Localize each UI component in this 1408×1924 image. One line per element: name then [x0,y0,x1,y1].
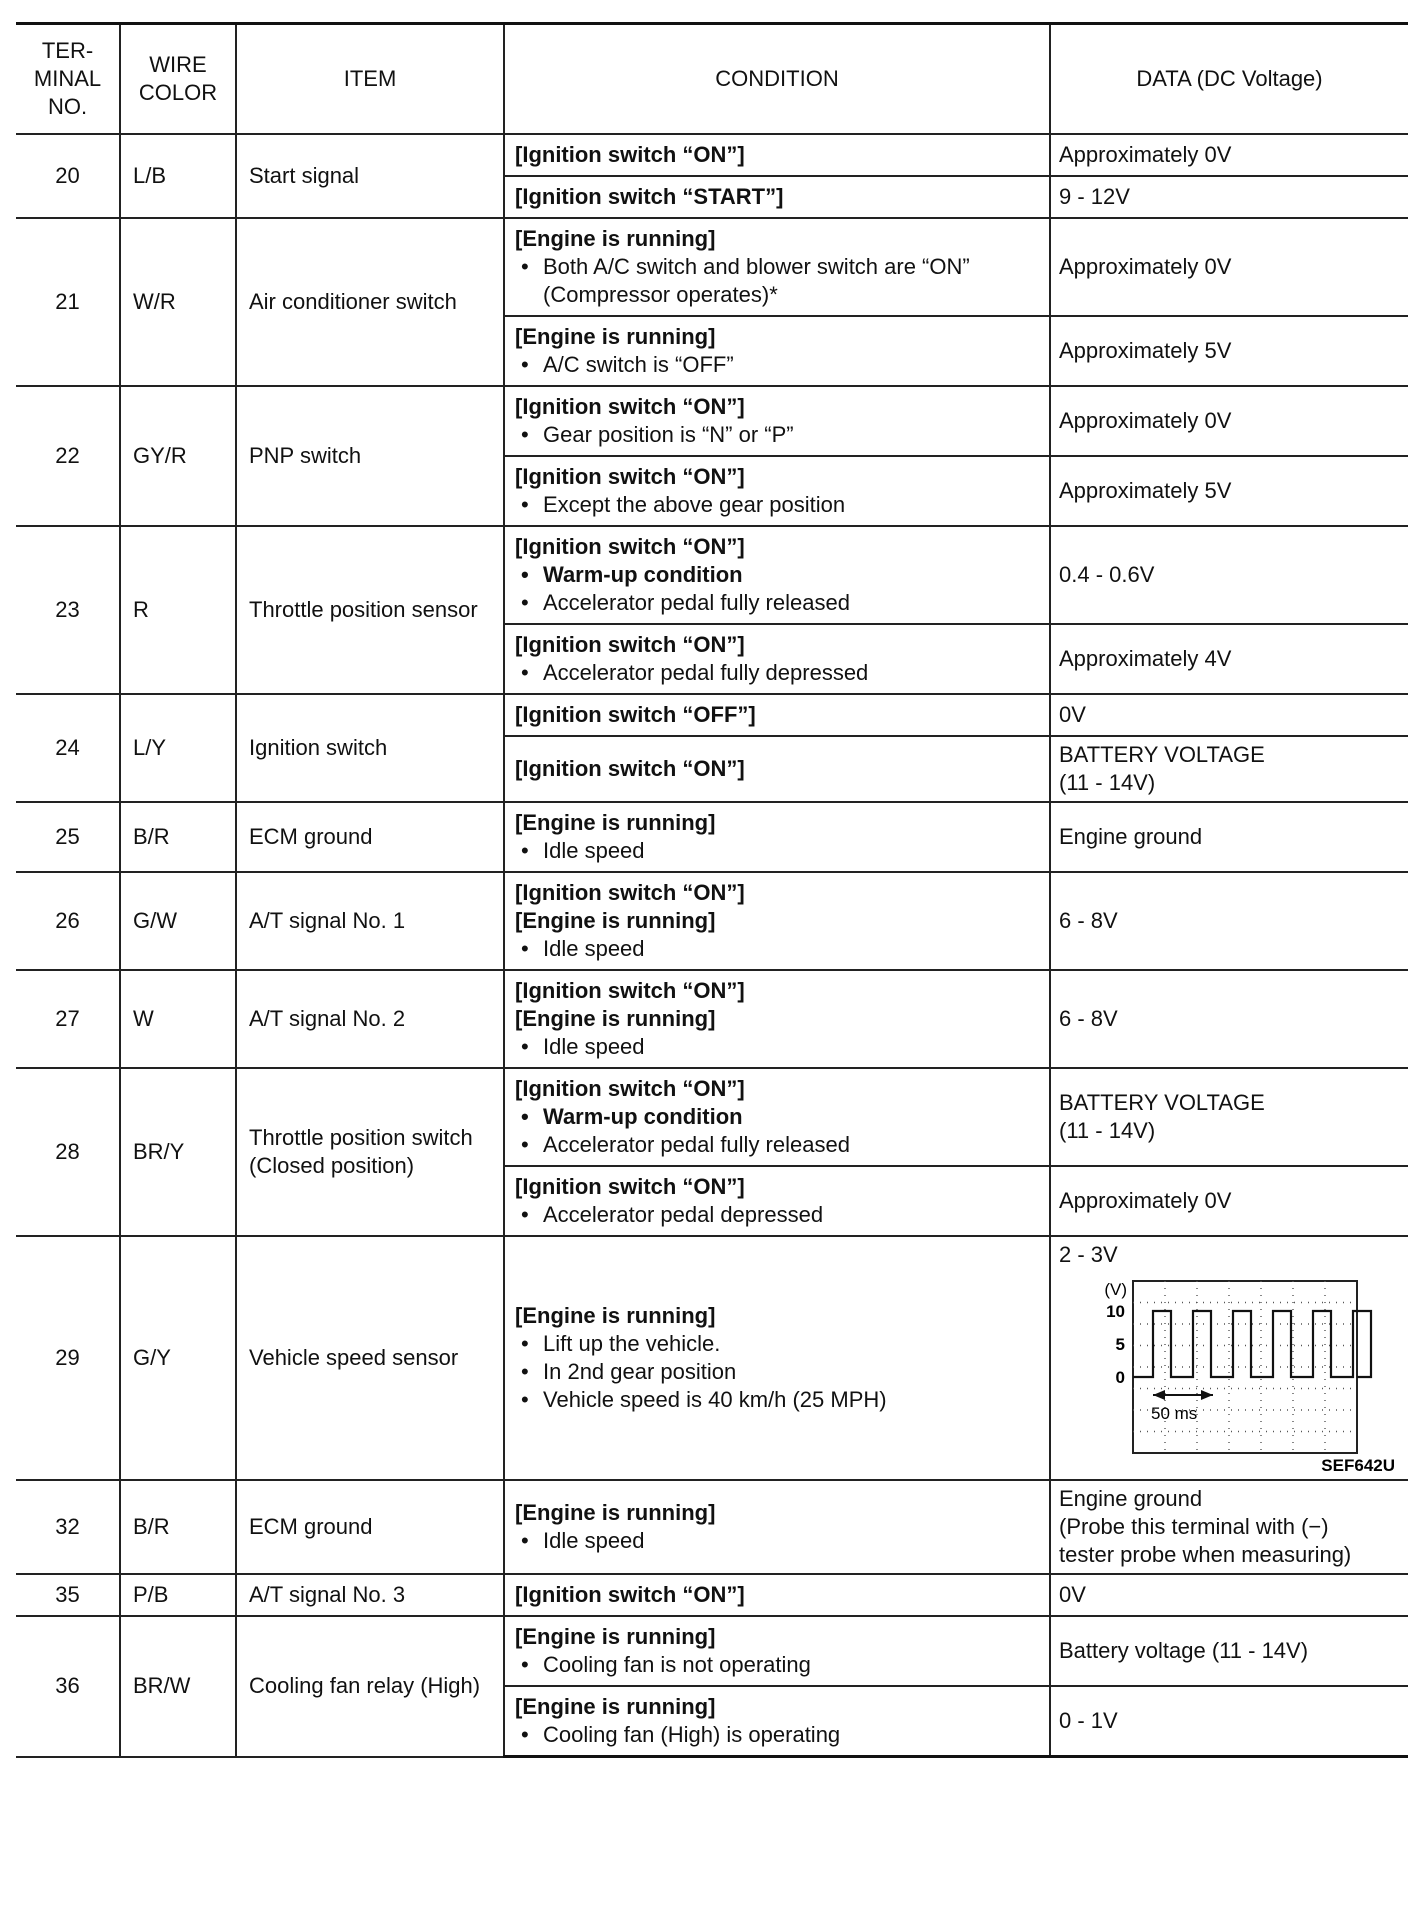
condition-cell [504,526,1050,624]
condition-heading: [Ignition switch “ON”] [515,1582,745,1607]
condition-heading: [Ignition switch “ON”] [515,1076,745,1101]
item-line: Throttle position sensor [249,597,478,622]
waveform-period-label: 50 ms [1151,1404,1198,1423]
condition-bullet: • Warm-up condition [515,561,1041,589]
waveform-tick-label: 5 [1115,1335,1125,1354]
condition-heading: [Ignition switch “ON”] [515,978,745,1003]
condition-cell [504,134,1050,176]
waveform-chart [1059,1269,1399,1475]
condition-bullet: • Cooling fan (High) is operating [515,1721,1041,1749]
condition-bullet: • Cooling fan is not operating [515,1651,1041,1679]
item-line: (Closed position) [249,1153,415,1178]
condition-bullet: • Lift up the vehicle. [515,1330,1041,1358]
data-value: Engine ground [1059,824,1203,849]
data-value: 0 - 1V [1059,1708,1118,1733]
data-cell [1050,1480,1408,1574]
header-terminal-line: NO. [47,94,88,119]
condition-bullet: • Accelerator pedal fully released [515,589,1041,617]
waveform-tick-label: 10 [1106,1302,1125,1321]
condition-bullet: • Except the above gear position [515,491,1041,519]
data-value: BATTERY VOLTAGE [1059,742,1265,767]
ecm-terminal-table [16,22,1408,1758]
condition-heading: [Engine is running] [515,1500,716,1525]
condition-heading: [Ignition switch “START”] [515,184,784,209]
item-name [236,872,504,970]
data-cell [1050,386,1408,456]
waveform-arrowhead [1153,1390,1165,1400]
condition-cell [504,1574,1050,1616]
table-row [16,218,1408,316]
wire-color: G/Y [120,1236,236,1480]
item-line: Throttle position switch [249,1125,473,1150]
wire-color: W [120,970,236,1068]
data-cell [1050,970,1408,1068]
data-value: 2 - 3V [1059,1242,1118,1267]
terminal-number: 28 [16,1068,120,1236]
data-cell [1050,456,1408,526]
condition-bullet: • In 2nd gear position [515,1358,1041,1386]
data-value: Approximately 4V [1059,646,1232,671]
wire-color: L/Y [120,694,236,802]
item-line: Ignition switch [249,735,388,760]
item-name [236,1068,504,1236]
data-value: 6 - 8V [1059,908,1118,933]
condition-cell [504,1480,1050,1574]
data-value: 9 - 12V [1059,184,1130,209]
condition-cell [504,970,1050,1068]
item-line: A/T signal No. 1 [249,908,406,933]
condition-cell [504,218,1050,316]
terminal-number: 36 [16,1616,120,1757]
item-name [236,386,504,526]
item-name [236,1574,504,1616]
item-name [236,802,504,872]
header-item: ITEM [236,24,504,135]
data-value: Approximately 0V [1059,408,1232,433]
data-cell [1050,1574,1408,1616]
terminal-number: 20 [16,134,120,218]
data-cell [1050,1686,1408,1757]
data-value: BATTERY VOLTAGE [1059,1090,1265,1115]
data-cell [1050,872,1408,970]
data-cell [1050,134,1408,176]
table-row [16,872,1408,970]
item-name [236,134,504,218]
condition-cell [504,316,1050,386]
condition-bullet: • Idle speed [515,1527,1041,1555]
header-wire-color [120,24,236,135]
condition-note: (Compressor operates)* [543,282,778,307]
data-value: Approximately 5V [1059,338,1232,363]
condition-heading: [Engine is running] [515,1624,716,1649]
wire-color: R [120,526,236,694]
waveform-tick-label: 0 [1115,1368,1125,1387]
condition-heading: [Engine is running] [515,1006,716,1031]
wire-color: BR/Y [120,1068,236,1236]
header-wire-line: COLOR [138,80,218,105]
condition-cell [504,872,1050,970]
data-value: 0V [1059,702,1086,727]
item-line: PNP switch [249,443,362,468]
terminal-number: 26 [16,872,120,970]
data-value: 0.4 - 0.6V [1059,562,1155,587]
data-value: Engine ground [1059,1486,1203,1511]
item-line: A/T signal No. 3 [249,1582,406,1607]
condition-heading: [Ignition switch “ON”] [515,880,745,905]
table-row [16,970,1408,1068]
condition-heading: [Ignition switch “ON”] [515,142,745,167]
data-cell [1050,526,1408,624]
item-name [236,218,504,386]
item-name [236,1236,504,1480]
item-line: ECM ground [249,1514,373,1539]
item-name [236,1616,504,1757]
terminal-number: 22 [16,386,120,526]
condition-cell [504,736,1050,802]
table-row [16,1616,1408,1686]
condition-heading: [Engine is running] [515,908,716,933]
terminal-number: 35 [16,1574,120,1616]
wire-color: B/R [120,802,236,872]
condition-bullet: • Idle speed [515,837,1041,865]
condition-heading: [Ignition switch “ON”] [515,534,745,559]
item-line: A/T signal No. 2 [249,1006,406,1031]
table-row [16,386,1408,456]
header-data: DATA (DC Voltage) [1050,24,1408,135]
item-line: Air conditioner switch [249,289,457,314]
data-value: Approximately 0V [1059,1188,1232,1213]
condition-heading: [Ignition switch “ON”] [515,464,745,489]
data-value: (11 - 14V) [1059,1118,1156,1143]
condition-cell [504,624,1050,694]
table-row [16,1574,1408,1616]
terminal-number: 21 [16,218,120,386]
data-value: tester probe when measuring) [1059,1542,1352,1567]
wire-color: W/R [120,218,236,386]
item-name [236,1480,504,1574]
terminal-number: 29 [16,1236,120,1480]
condition-cell [504,1686,1050,1757]
data-value: 0V [1059,1582,1086,1607]
data-cell [1050,694,1408,736]
condition-heading: [Ignition switch “OFF”] [515,702,756,727]
table-row [16,134,1408,176]
condition-cell [504,456,1050,526]
data-value: Approximately 0V [1059,254,1232,279]
table-row [16,1068,1408,1166]
condition-bullet: • Both A/C switch and blower switch are “ON” [515,253,1041,281]
item-line: Start signal [249,163,360,188]
item-line: Cooling fan relay (High) [249,1673,481,1699]
condition-cell [504,386,1050,456]
wire-color: L/B [120,134,236,218]
terminal-number: 27 [16,970,120,1068]
condition-heading: [Engine is running] [515,226,716,251]
data-value: Approximately 5V [1059,478,1232,503]
table-row [16,694,1408,736]
condition-bullet: • A/C switch is “OFF” [515,351,1041,379]
item-line: ECM ground [249,824,373,849]
condition-heading: [Ignition switch “ON”] [515,632,745,657]
condition-bullet: • Gear position is “N” or “P” [515,421,1041,449]
condition-heading: [Engine is running] [515,324,716,349]
condition-bullet: • Accelerator pedal depressed [515,1201,1041,1229]
data-cell [1050,736,1408,802]
table-row [16,1480,1408,1574]
data-cell [1050,1166,1408,1236]
terminal-number: 25 [16,802,120,872]
condition-bullet: • Accelerator pedal fully depressed [515,659,1041,687]
condition-heading: [Ignition switch “ON”] [515,756,745,781]
item-line: Vehicle speed sensor [249,1345,459,1370]
condition-heading: [Engine is running] [515,810,716,835]
item-name [236,694,504,802]
figure-code: SEF642U [1321,1456,1395,1475]
data-cell [1050,316,1408,386]
condition-cell [504,694,1050,736]
item-name [236,526,504,694]
header-terminal-line: MINAL [33,66,102,91]
table-row [16,802,1408,872]
table-row [16,1236,1408,1480]
header-terminal [16,24,120,135]
waveform-figure [1059,1269,1400,1475]
data-cell [1050,176,1408,218]
data-value: Approximately 0V [1059,142,1232,167]
terminal-number: 32 [16,1480,120,1574]
wire-color: P/B [120,1574,236,1616]
condition-cell [504,1068,1050,1166]
condition-cell [504,802,1050,872]
condition-cell [504,1166,1050,1236]
header-condition: CONDITION [504,24,1050,135]
header-wire-line: WIRE [149,52,207,77]
condition-cell [504,1236,1050,1480]
waveform-unit-label: (V) [1104,1280,1127,1299]
condition-heading: [Engine is running] [515,1694,716,1719]
data-cell [1050,218,1408,316]
condition-bullet: • Idle speed [515,935,1041,963]
wire-color: BR/W [120,1616,236,1757]
data-cell [1050,1068,1408,1166]
data-cell [1050,624,1408,694]
wire-color: G/W [120,872,236,970]
condition-bullet: • Warm-up condition [515,1103,1041,1131]
header-row [16,24,1408,135]
condition-cell [504,176,1050,218]
condition-heading: [Engine is running] [515,1303,716,1328]
condition-bullet: • Vehicle speed is 40 km/h (25 MPH) [515,1386,1041,1414]
data-value: (11 - 14V) [1059,770,1156,795]
condition-cell [504,1616,1050,1686]
wire-color: GY/R [120,386,236,526]
header-terminal-line: TER- [41,38,94,63]
data-cell [1050,1236,1408,1480]
data-value: (Probe this terminal with (−) [1059,1514,1329,1539]
data-cell [1050,1616,1408,1686]
terminal-number: 23 [16,526,120,694]
wire-color: B/R [120,1480,236,1574]
terminal-number: 24 [16,694,120,802]
waveform-arrowhead [1201,1390,1213,1400]
condition-bullet: • Idle speed [515,1033,1041,1061]
data-cell [1050,802,1408,872]
item-name [236,970,504,1068]
condition-heading: [Ignition switch “ON”] [515,1174,745,1199]
data-value: Battery voltage (11 - 14V) [1059,1638,1309,1663]
condition-bullet: • Accelerator pedal fully released [515,1131,1041,1159]
table-row [16,526,1408,624]
data-value: 6 - 8V [1059,1006,1118,1031]
condition-heading: [Ignition switch “ON”] [515,394,745,419]
